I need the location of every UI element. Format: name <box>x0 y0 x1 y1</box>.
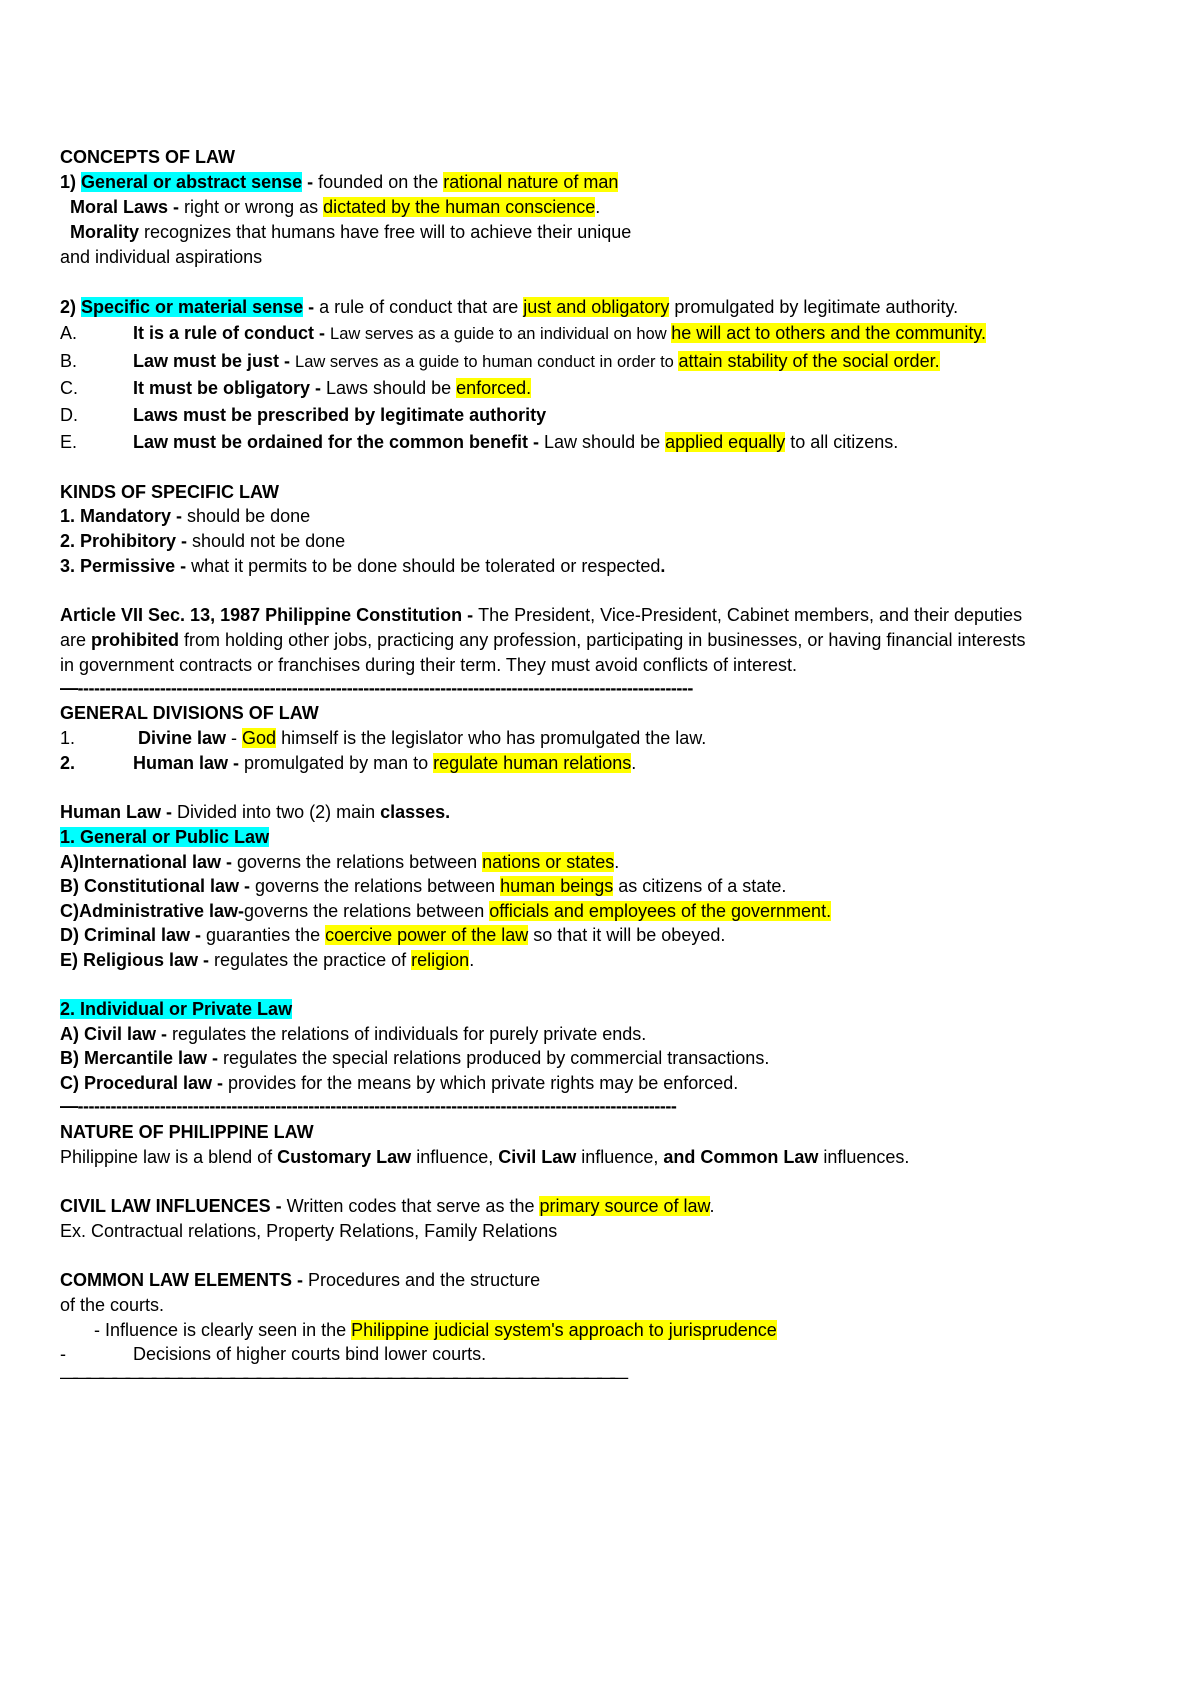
civil-example: Ex. Contractual relations, Property Relations, Family Relations <box>60 1221 558 1241</box>
list-item: 2. Human law - promulgated by man to regulate human relations. <box>60 753 637 773</box>
concept-specific-line: 2) Specific or material sense - a rule of conduct that are just and obligatory promulgated by legitimate authority. <box>60 297 959 317</box>
separator: —------------------------------------------------------------------------------------------------------------- <box>60 1096 677 1116</box>
section-heading-nature: NATURE OF PHILIPPINE LAW <box>60 1122 314 1142</box>
list-item: D) Criminal law - guaranties the coercive power of the law so that it will be obeyed. <box>60 925 726 945</box>
morality-line: Morality recognizes that humans have free will to achieve their unique <box>70 222 632 242</box>
list-item: D. Laws must be prescribed by legitimate authority <box>60 405 547 425</box>
list-item: E. Law must be ordained for the common benefit - Law should be applied equally to all citizens. <box>60 432 899 452</box>
private-law-heading: 2. Individual or Private Law <box>60 999 293 1019</box>
civil-law-line: CIVIL LAW INFLUENCES - Written codes that serve as the primary source of law. <box>60 1196 715 1216</box>
general-sense-term: General or abstract sense <box>81 172 303 192</box>
article-line-2: are prohibited from holding other jobs, practicing any profession, participating in businesses, or having financial interests <box>60 630 1026 650</box>
list-item: C. It must be obligatory - Laws should be enforced. <box>60 378 532 398</box>
specific-sense-term: Specific or material sense <box>81 297 304 317</box>
list-item: 3. Permissive - what it permits to be done should be tolerated or respected. <box>60 556 666 576</box>
section-heading-concepts: CONCEPTS OF LAW <box>60 147 235 167</box>
list-item: C)Administrative law-governs the relations between officials and employees of the government. <box>60 901 832 921</box>
section-heading-divisions: GENERAL DIVISIONS OF LAW <box>60 703 319 723</box>
list-item: A. It is a rule of conduct - Law serves as a guide to an individual on how he will act to others and the community. <box>60 323 987 343</box>
concept-general-line: 1) General or abstract sense - founded on the rational nature of man <box>60 172 619 192</box>
moral-laws-line: Moral Laws - right or wrong as dictated by the human conscience. <box>70 197 601 217</box>
list-item: A) Civil law - regulates the relations of individuals for purely private ends. <box>60 1024 647 1044</box>
list-item: 1. Divine law - God himself is the legislator who has promulgated the law. <box>60 728 707 748</box>
list-item: 2. Prohibitory - should not be done <box>60 531 346 551</box>
common-law-cont: of the courts. <box>60 1295 165 1315</box>
human-law-line: Human Law - Divided into two (2) main classes. <box>60 802 451 822</box>
morality-cont-line: and individual aspirations <box>60 247 263 267</box>
list-item: B. Law must be just - Law serves as a guide to human conduct in order to attain stability of the social order. <box>60 351 940 371</box>
public-law-heading: 1. General or Public Law <box>60 827 270 847</box>
list-item: E) Religious law - regulates the practice of religion. <box>60 950 475 970</box>
nature-text: Philippine law is a blend of Customary Law influence, Civil Law influence, and Common Law influences. <box>60 1147 910 1167</box>
list-item: B) Constitutional law - governs the relations between human beings as citizens of a state. <box>60 876 787 896</box>
article-line-1: Article VII Sec. 13, 1987 Philippine Constitution - The President, Vice-President, Cabinet members, and their deputies <box>60 605 1023 625</box>
list-item: A)International law - governs the relations between nations or states. <box>60 852 620 872</box>
common-influence: - Influence is clearly seen in the Philippine judicial system's approach to jurisprudence <box>94 1320 777 1340</box>
separator: ——————————————————————————————————————————— <box>60 1367 624 1387</box>
separator: —---------------------------------------------------------------------------------------------------------------- <box>60 678 693 698</box>
article-line-3: in government contracts or franchises during their term. They must avoid conflicts of interest. <box>60 655 797 675</box>
list-item: C) Procedural law - provides for the means by which private rights may be enforced. <box>60 1073 739 1093</box>
list-item: 1. Mandatory - should be done <box>60 506 311 526</box>
common-decisions: - Decisions of higher courts bind lower courts. <box>60 1344 487 1364</box>
section-heading-kinds: KINDS OF SPECIFIC LAW <box>60 482 280 502</box>
highlight-rational: rational nature of man <box>443 172 619 192</box>
list-item: B) Mercantile law - regulates the special relations produced by commercial transactions. <box>60 1048 770 1068</box>
common-law-line: COMMON LAW ELEMENTS - Procedures and the structure <box>60 1270 541 1290</box>
